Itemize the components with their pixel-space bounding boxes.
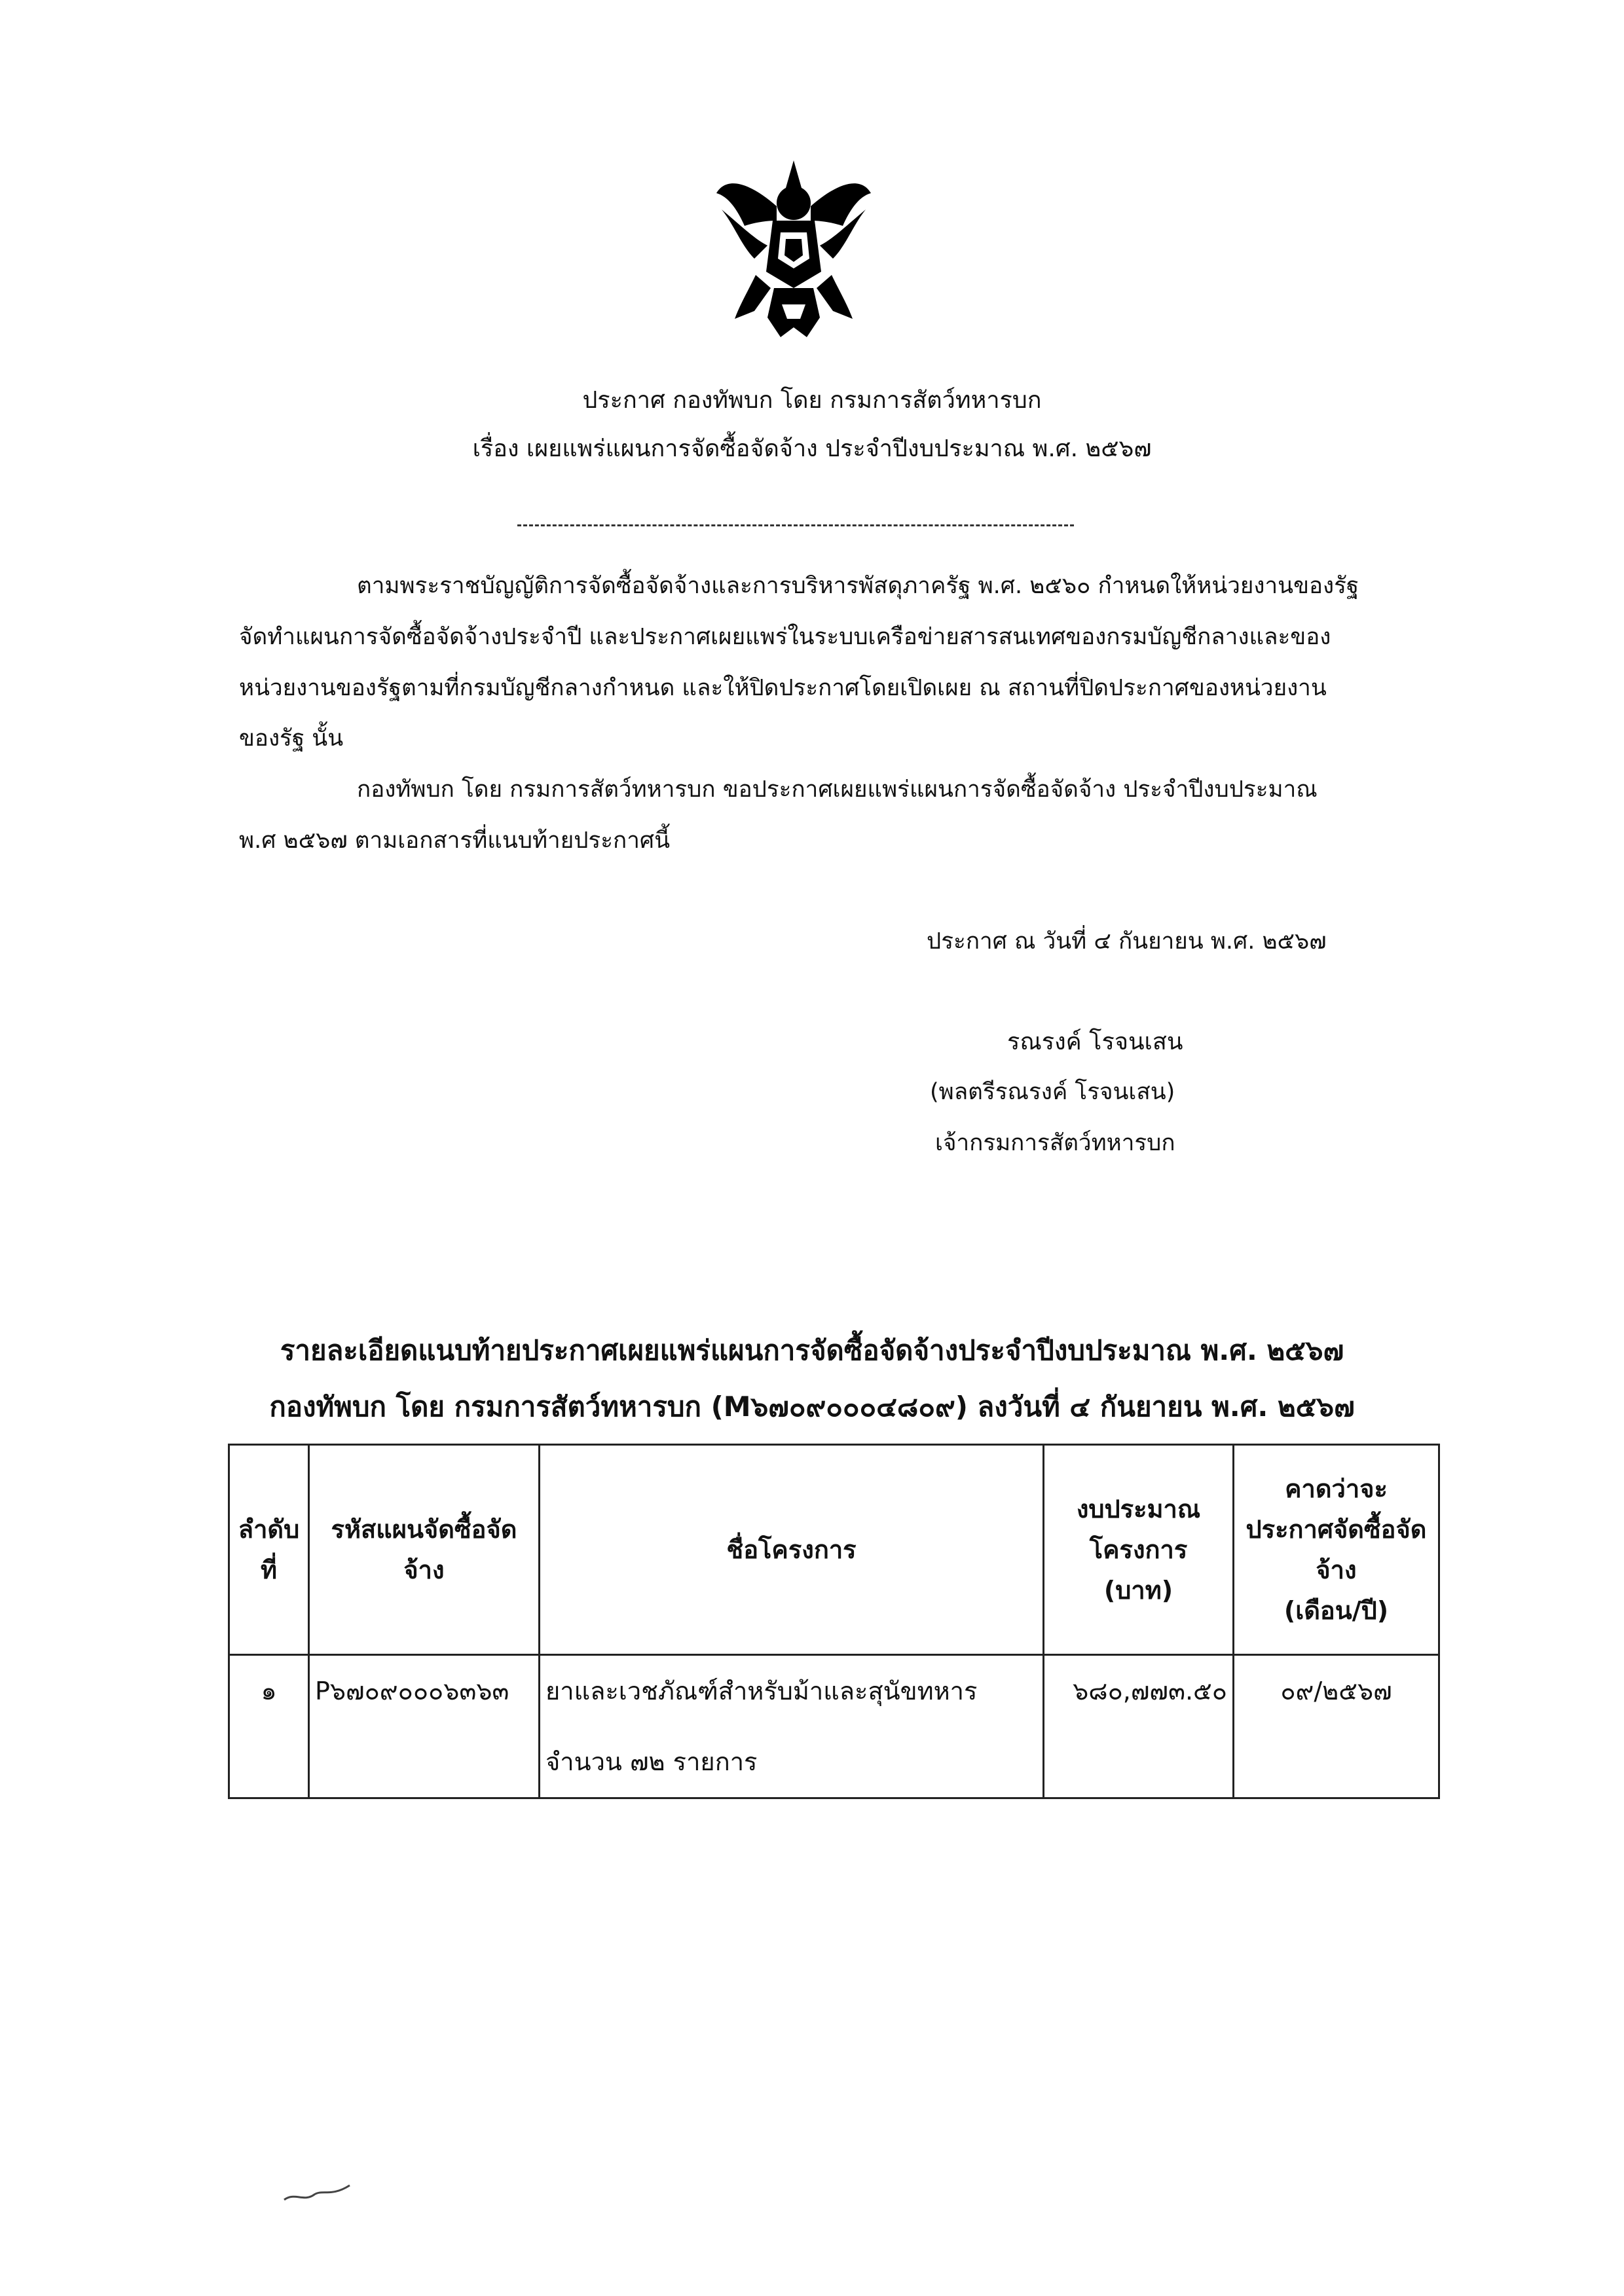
body-line-5: กองทัพบก โดย กรมการสัตว์ทหารบก ขอประกาศเผยแพร่แผนการจัดซื้อจัดจ้าง ประจำปีงบประมาณ [357, 776, 1318, 803]
header-budget: งบประมาณ โครงการ (บาท) [1044, 1445, 1234, 1655]
header-expected-date: คาดว่าจะ ประกาศจัดซื้อจัด จ้าง (เดือน/ปี) [1234, 1445, 1439, 1655]
cell-plan-code: P๖๗๐๙๐๐๐๖๓๖๓ [309, 1655, 540, 1798]
cell-project-name: ยาและเวชภัณฑ์สำหรับม้าและสุนัขทหาร จำนวน ๗๒ รายการ [540, 1655, 1044, 1798]
body-line-6: พ.ศ ๒๕๖๗ ตามเอกสารที่แนบท้ายประกาศนี้ [239, 828, 671, 854]
attachment-heading-1: รายละเอียดแนบท้ายประกาศเผยแพร่แผนการจัดซื้อจัดจ้างประจำปีงบประมาณ พ.ศ. ๒๕๖๗ [280, 1334, 1344, 1366]
initials-mark [282, 2180, 354, 2206]
table-header-row [229, 1445, 1439, 1655]
header-project-name: ชื่อโครงการ [540, 1445, 1044, 1655]
body-line-1: ตามพระราชบัญญัติการจัดซื้อจัดจ้างและการบริหารพัสดุภาครัฐ พ.ศ. ๒๕๖๐ กำหนดให้หน่วยงานของรัฐ [357, 573, 1359, 599]
signer-position: เจ้ากรมการสัตว์ทหารบก [935, 1130, 1175, 1156]
announcement-subject: เรื่อง เผยแพร่แผนการจัดซื้อจัดจ้าง ประจำปีงบประมาณ พ.ศ. ๒๕๖๗ [472, 435, 1152, 462]
procurement-plan-table [228, 1444, 1440, 1799]
table-row [229, 1655, 1439, 1798]
body-line-4: ของรัฐ นั้น [239, 725, 344, 752]
body-line-2: จัดทำแผนการจัดซื้อจัดจ้างประจำปี และประกาศเผยแพร่ในระบบเครือข่ายสารสนเทศของกรมบัญชีกลางและของ [239, 624, 1331, 650]
cell-expected-date: ๐๙/๒๕๖๗ [1234, 1655, 1439, 1798]
header-no: ลำดับ ที่ [229, 1445, 309, 1655]
header-plan-code: รหัสแผนจัดซื้อจัด จ้าง [309, 1445, 540, 1655]
body-line-3: หน่วยงานของรัฐตามที่กรมบัญชีกลางกำหนด และให้ปิดประกาศโดยเปิดเผย ณ สถานที่ปิดประกาศของหน่วยงาน [239, 675, 1327, 701]
announcement-title: ประกาศ กองทัพบก โดย กรมการสัตว์ทหารบก [582, 387, 1042, 414]
cell-no: ๑ [229, 1655, 309, 1798]
signature: รณรงค์ โรจนเสน [1007, 1029, 1183, 1055]
announcement-date: ประกาศ ณ วันที่ ๔ กันยายน พ.ศ. ๒๕๖๗ [927, 928, 1327, 955]
signer-name: (พลตรีรณรงค์ โรจนเสน) [930, 1079, 1175, 1105]
cell-budget: ๖๘๐,๗๗๓.๕๐ [1044, 1655, 1234, 1798]
section-divider [517, 524, 1074, 526]
attachment-heading-2: กองทัพบก โดย กรมการสัตว์ทหารบก (M๖๗๐๙๐๐๐๔๘๐๙) ลงวันที่ ๔ กันยายน พ.ศ. ๒๕๖๗ [269, 1391, 1355, 1423]
garuda-emblem [709, 147, 879, 344]
